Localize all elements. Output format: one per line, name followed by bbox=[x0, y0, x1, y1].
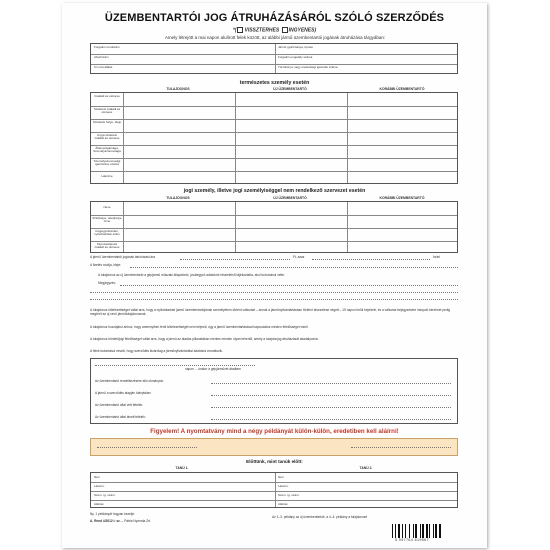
field-registration-doc[interactable]: Forgalmi engedély száma bbox=[278, 55, 313, 59]
field-plate[interactable]: Forgalmi rendszám bbox=[94, 45, 120, 49]
barcode-bar bbox=[402, 524, 404, 538]
price-amount-line[interactable] bbox=[180, 259, 290, 260]
owner-consent-text: A tulajdonos az új üzembentartó a gépjármű műszaki állapotáról, jovátegyző adatokról részleteiről tájékoztatta, ahol tudomásul vette. bbox=[98, 273, 285, 277]
w2-name[interactable]: Név: bbox=[278, 475, 285, 479]
payment-line[interactable] bbox=[130, 267, 458, 268]
document-title: ÜZEMBENTARTÓI JOG ÁTRUHÁZÁSÁRÓL SZÓLÓ SZERZŐDÉS bbox=[104, 12, 445, 24]
barcode-number: 5 997764 619567 bbox=[395, 538, 429, 542]
legal-person-title: jogi személy, illetve jogi személyiséggel nem rendelkező szervezet esetén bbox=[183, 188, 366, 194]
w1-id[interactable]: Szem. ig. szám: bbox=[94, 493, 116, 497]
paragraph-1: A tulajdonos kötelezettséget vállal arra, hogy a nyilvántartási jármű üzembentartójának személyében történt változást – annak a járműnyilvántartásban történő átvezetése végett – 15 napon belül bejelenti, és a változás bejegyzésére irányuló kérelmet pedig megtérít az új vevő járműtulajdonosnak. bbox=[90, 308, 451, 316]
signature-warning: Figyelem! A nyomtatvány mind a négy példányát külön-külön, eredetiben kell aláírni! bbox=[150, 428, 399, 435]
price-words-line[interactable] bbox=[312, 259, 430, 260]
handover-box bbox=[90, 358, 458, 424]
handover-item-2: A jármű a szerződés alapján hiánytalan: bbox=[95, 391, 152, 395]
handover-item-3: Az üzembentartó által vett tételek: bbox=[95, 403, 144, 407]
w1-address[interactable]: Lakcím: bbox=[94, 484, 105, 488]
handover-line-2[interactable] bbox=[211, 395, 451, 396]
contract-page bbox=[62, 3, 487, 548]
price-unit2: forint bbox=[433, 255, 441, 259]
barcode-bar bbox=[392, 524, 393, 538]
barcode-bar bbox=[405, 524, 406, 538]
handover-line-4[interactable] bbox=[211, 419, 451, 420]
handover-item-1: Az üzembentartó rendelkezésére álló okmányok: bbox=[95, 379, 164, 383]
subtitle-suffix: ) bbox=[314, 27, 317, 34]
barcode-bar bbox=[409, 524, 410, 538]
np-row-address: Lakcíme bbox=[101, 174, 113, 178]
handover-line-3[interactable] bbox=[211, 407, 451, 408]
lp-col-prev-holder: KORÁBBI ÜZEMBENTARTÓ bbox=[379, 196, 425, 200]
intro-text: Amely létrejött a mai napon alulírott felek között, az alábbi jármű üzembentartói jogának átruházása tárgyában: bbox=[164, 35, 386, 40]
natural-person-grid bbox=[90, 92, 458, 184]
barcode-bar bbox=[422, 524, 424, 538]
handover-item-4: Az üzembentartó által átvett tételek: bbox=[95, 415, 146, 419]
field-chassis[interactable]: Alvázszám bbox=[94, 55, 109, 59]
np-col-prev-holder: KORÁBBI ÜZEMBENTARTÓ bbox=[379, 87, 425, 91]
handover-date-label: napon ... órakor a gépjárművet átadtam bbox=[185, 367, 241, 371]
note-line-2[interactable] bbox=[90, 292, 458, 293]
footer-code bbox=[90, 519, 151, 523]
payment-label: A fizetés módja, ideje: bbox=[90, 263, 122, 267]
lp-col-owner: TULAJDONOS bbox=[166, 196, 190, 200]
barcode-bar bbox=[395, 524, 396, 538]
field-make-type[interactable]: Jármű gyártmánya, típusa bbox=[278, 45, 313, 49]
checkbox-visszterhes[interactable] bbox=[237, 27, 243, 33]
option-visszterhes: VISSZTERHES bbox=[244, 27, 280, 34]
barcode bbox=[392, 524, 462, 538]
barcode-bar bbox=[439, 524, 441, 538]
barcode-bar bbox=[415, 524, 417, 538]
paragraph-3: A tulajdonos büntetőjogi felelősséget vállal arra, hogy a jármű az átadás pillanatában mentes minden olyan tehertől, amely a tulajdonjog átruházását akadályozná. bbox=[90, 337, 319, 341]
footer-copies-note: Az 1–3. példány az új üzembentartóé, a 4–4. példány a tulajdonosé bbox=[272, 515, 368, 519]
barcode-bar bbox=[413, 524, 414, 538]
barcode-bar bbox=[426, 524, 428, 538]
footer-code-text: A. Rend 4/2012 t. sz. bbox=[90, 519, 121, 523]
np-row-birth-place: Születési helye, ideje bbox=[92, 120, 122, 124]
barcode-bar bbox=[398, 524, 400, 538]
vehicle-fields-grid bbox=[90, 43, 458, 74]
w1-signature[interactable]: Aláírás: bbox=[94, 502, 105, 506]
option-ingyenes: INGYENES bbox=[288, 27, 315, 34]
footer-brand: – Pátria Nyomda Zrt. bbox=[121, 519, 151, 523]
price-label: A jármű üzembentartói jogának átruházási ára bbox=[90, 255, 156, 259]
natural-person-title: természetes személy esetén bbox=[239, 80, 310, 86]
price-unit: Ft, azaz bbox=[293, 255, 305, 259]
handover-date-line[interactable] bbox=[95, 365, 255, 366]
barcode-bar bbox=[435, 524, 437, 538]
witnesses-grid bbox=[90, 472, 458, 508]
lp-row-seat: Székhelye, telephelye címe bbox=[92, 216, 122, 224]
lp-row-reg-number: Cégjegyzékszám, nyilvántartási szám bbox=[94, 229, 120, 237]
witness-1-header: TANÚ 1. bbox=[175, 466, 189, 470]
handover-line-1[interactable] bbox=[211, 383, 451, 384]
checkbox-ingyenes[interactable] bbox=[282, 27, 288, 33]
signature-area[interactable] bbox=[90, 438, 458, 456]
w2-id[interactable]: Szem. ig. szám: bbox=[278, 493, 300, 497]
np-row-birth-name: Születési családi és utóneve bbox=[93, 107, 121, 115]
barcode-bar bbox=[420, 524, 421, 538]
note-line-1[interactable] bbox=[120, 285, 458, 286]
field-title-doc[interactable]: Törzskönyv vagy eredetiségi igazolás száma bbox=[278, 65, 338, 69]
w2-signature[interactable]: Aláírás: bbox=[278, 502, 289, 506]
subtitle-prefix: *( bbox=[232, 27, 237, 34]
w1-name[interactable]: Név: bbox=[94, 475, 101, 479]
paragraph-2: A tulajdonos hozzájárul ahhoz, hogy amennyiben fenti kötelezettségét nem teljesíti, úgy a jármű üzembentartásával kapcsolatos minden felelősséget viseli. bbox=[90, 325, 309, 329]
footer-note: Ny. 1 példányát hogyan kezelje: bbox=[90, 512, 135, 516]
witness-2-header: TANÚ 2. bbox=[359, 466, 373, 470]
witnesses-title: Előttünk, mint tanúk előtt: bbox=[246, 459, 303, 464]
np-row-name: Családi és utóneve bbox=[94, 94, 120, 98]
np-row-mother-name: Anyja születési családi és utóneve bbox=[94, 133, 120, 141]
lp-col-new-holder: ÚJ ÜZEMBENTARTÓ bbox=[273, 196, 307, 200]
legal-person-grid bbox=[90, 201, 458, 253]
paragraph-4: A felek tudomásul veszik, hogy szerződés kizárólag a járműnyilvántartási adatokra vonatkozik. bbox=[90, 349, 223, 353]
np-col-new-holder: ÚJ ÜZEMBENTARTÓ bbox=[273, 87, 307, 91]
contract-type-selector bbox=[62, 27, 487, 33]
lp-row-name: Neve bbox=[103, 205, 111, 209]
field-odometer[interactable]: Km óra állása bbox=[94, 65, 113, 69]
lp-row-representative: Képviselőjének családi és utóneve bbox=[94, 242, 120, 250]
note-line-3[interactable] bbox=[90, 299, 458, 300]
np-row-id-number: Személyazonossági igazolvány száma bbox=[93, 159, 121, 167]
note-label: Megjegyzés: bbox=[98, 281, 116, 285]
np-col-owner: TULAJDONOS bbox=[166, 87, 190, 91]
barcode-bar bbox=[429, 524, 430, 538]
barcode-bar bbox=[433, 524, 434, 538]
w2-address[interactable]: Lakcím: bbox=[278, 484, 289, 488]
np-row-citizenship: Állampolgársága, Személyazonossága bbox=[93, 146, 121, 154]
